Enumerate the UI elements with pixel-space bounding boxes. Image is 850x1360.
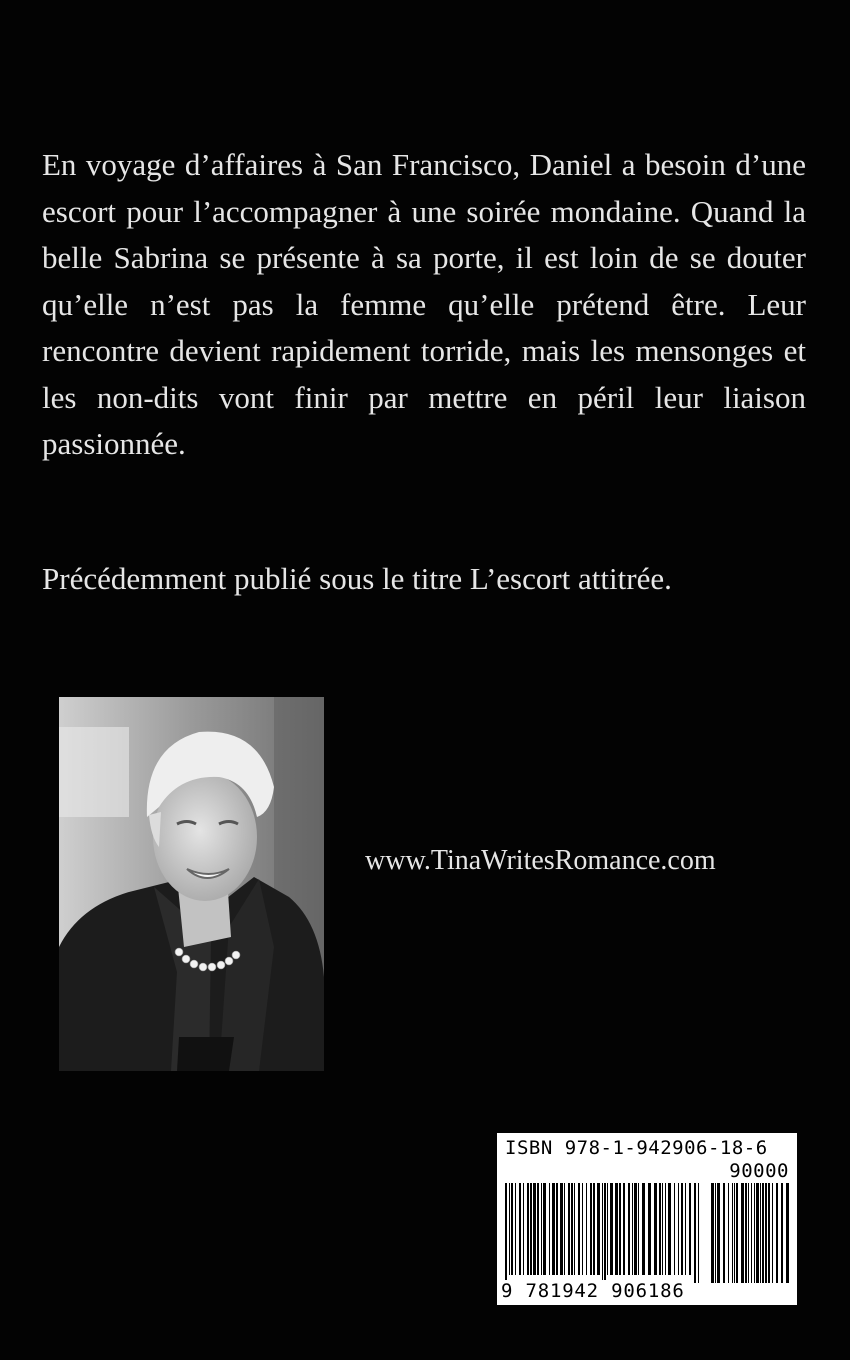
ean-digits: 9 781942 906186	[501, 1280, 685, 1302]
author-photo	[59, 697, 324, 1071]
book-blurb: En voyage d’affaires à San Francisco, Daniel a besoin d’une escort pour l’accompagner à une soirée mondaine. Quand la belle Sabrina se présente à sa porte, il est loin de se douter qu’elle n’est pas la femme qu’elle prétend être. Leur rencontre devient rapidement torride, mais les mensonges et les non-dits vont finir par mettre en péril leur liaison passionnée.	[42, 147, 806, 461]
isbn-barcode	[497, 1133, 797, 1305]
previous-title-note: Précédemment publié sous le titre L’escort attitrée.	[42, 561, 672, 596]
isbn-label: ISBN 978-1-942906-18-6	[505, 1137, 768, 1159]
barcode-bars	[503, 1183, 793, 1283]
barcode-addon-number: 90000	[729, 1160, 789, 1182]
author-website: www.TinaWritesRomance.com	[365, 845, 716, 876]
